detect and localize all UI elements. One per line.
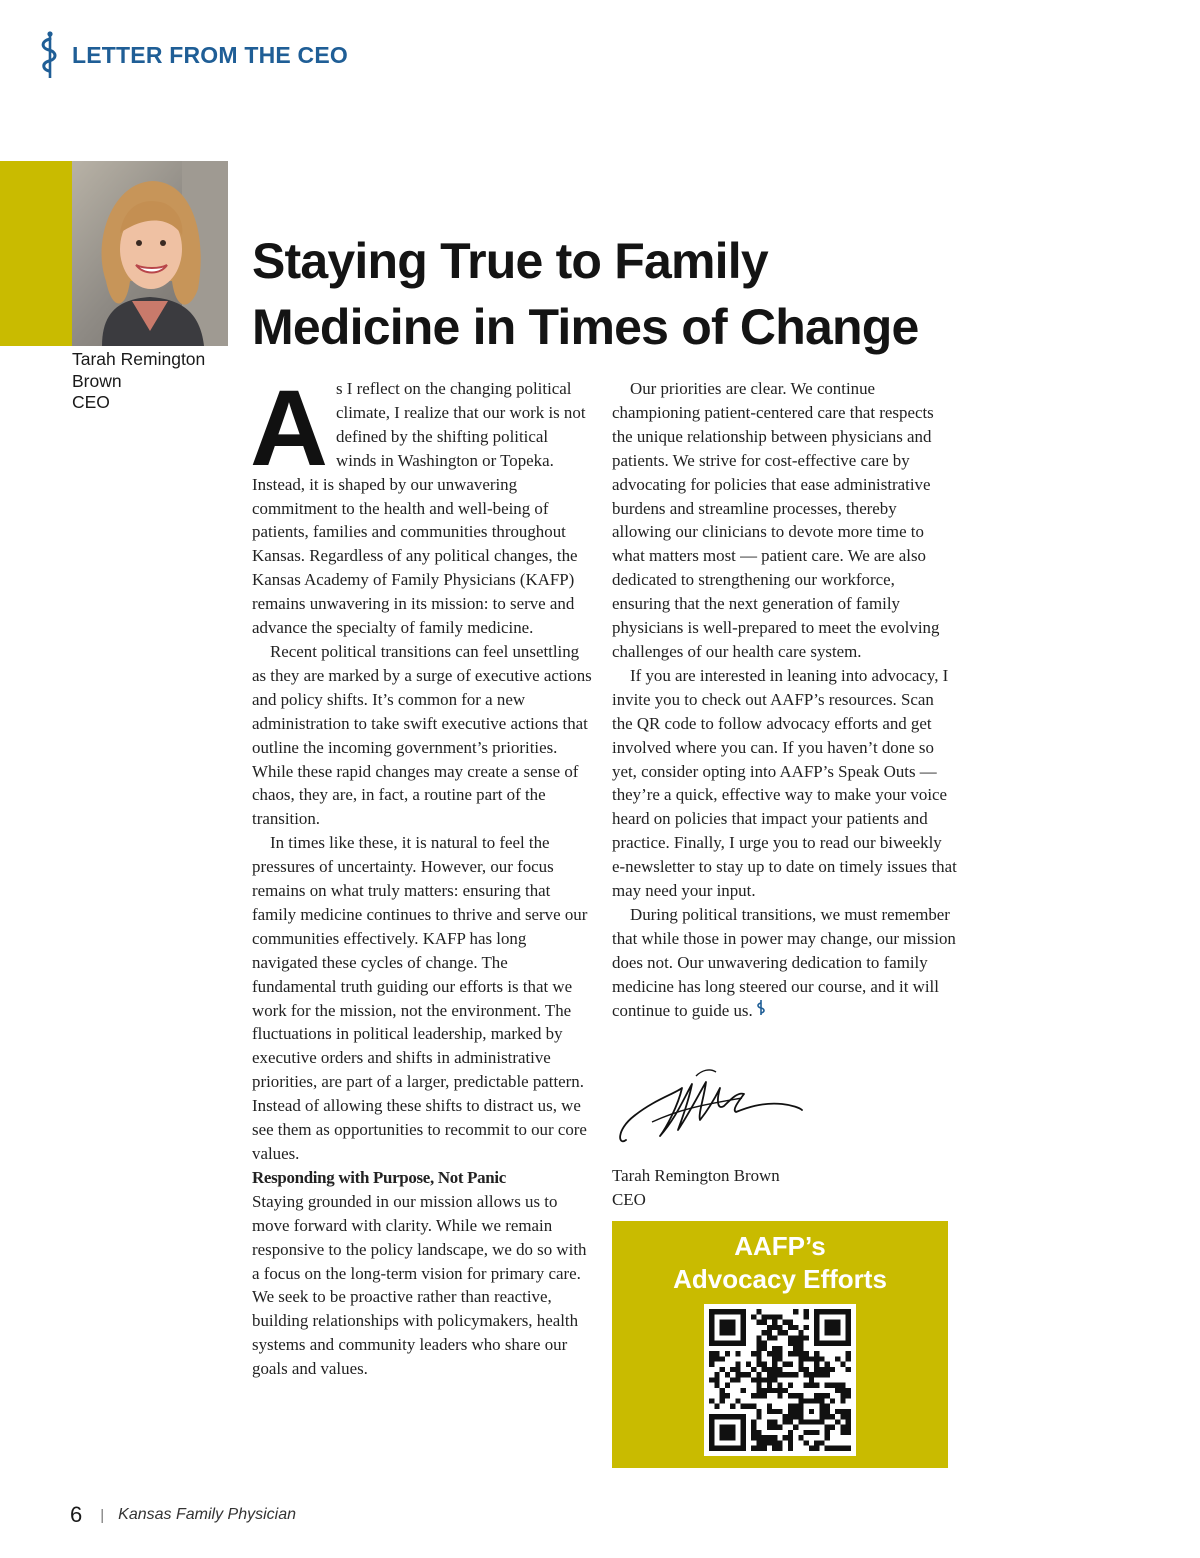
signoff-name: Tarah Remington Brown: [612, 1166, 780, 1185]
right-paragraph-1: Our priorities are clear. We continue championing patient-centered care that respects the unique relationship between physicians and patients. We strive for cost-effective care by advocating for policies that ease administrative burdens and streamline processes, thereby allowing our clinicians to devote more time to what matters most — patient care. We are also dedicated to strengthening our workforce, ensuring that the next generation of family physicians is well-prepared to meet the evolving challenges of our health care system.: [612, 379, 940, 661]
author-caption: [72, 349, 232, 414]
page-footer: [70, 1502, 296, 1528]
article-title: [252, 228, 972, 360]
promo-title: [612, 1230, 948, 1296]
signature-image: [612, 1058, 812, 1153]
left-paragraph-4: Staying grounded in our mission allows us to move forward with clarity. While we remain responsive to the policy landscape, we do so with a focus on the long-term vision for primary care. We seek to be proactive rather than reactive, building relationships with policymakers, health systems and community leaders who share our goals and values.: [252, 1191, 587, 1379]
caption-role: CEO: [72, 392, 110, 412]
section-label: LETTER FROM THE CEO: [72, 41, 348, 68]
caption-name-line2: Brown: [72, 370, 122, 391]
left-column: [250, 367, 592, 1381]
end-mark-icon: [757, 999, 765, 1016]
right-paragraph-3-text: During political transitions, we must remember that while those in power may change, our mission does not. Our unwavering dedication to family medicine has long steered our course, and it will continue to guide us.: [612, 904, 956, 1020]
right-paragraph-3: [612, 903, 957, 1023]
caption-name-line1: Tarah Remington: [72, 349, 206, 369]
author-photo: [72, 161, 228, 346]
signoff-role: CEO: [612, 1190, 646, 1209]
publication-name: Kansas Family Physician: [118, 1506, 296, 1523]
footer-separator: |: [100, 1506, 105, 1524]
caduceus-icon: [38, 30, 60, 80]
left-paragraph-2: Recent political transitions can feel unsettling as they are marked by a surge of executive actions and policy shifts. It’s common for a new administration to take swift executive actions that outline the incoming government’s priorities. While these rapid changes may create a sense of chaos, they are, in fact, a routine part of the transition.: [252, 641, 592, 829]
title-line1: Staying True to Family: [252, 233, 768, 289]
left-paragraph-3: In times like these, it is natural to feel the pressures of uncertainty. However, our focus remains on what truly matters: ensuring that family medicine continues to thrive and serve our communities effectively. KAFP has long navigated these cycles of change. The fundamental truth guiding our efforts is that we work for the mission, not the environment. The fluctuations in political leadership, marked by executive orders and shifts in administrative priorities, are part of a larger, predictable pattern. Instead of allowing these shifts to distract us, we see them as opportunities to recommit to our core values.: [252, 833, 588, 1163]
left-paragraph-1: [250, 367, 592, 640]
section-header: [38, 30, 348, 80]
right-paragraph-2: If you are interested in leaning into advocacy, I invite you to check out AAFP’s resources. Scan the QR code to follow advocacy efforts and get involved where you can. If you haven’t done so yet, consider opting into AAFP’s Speak Outs — they’re a quick, effective way to make your voice heard on policies that impact your patients and practice. Finally, I urge you to read our biweekly e-newsletter to stay up to date on timely issues that may need your input.: [612, 665, 957, 901]
advocacy-promo-box[interactable]: [612, 1221, 948, 1468]
subheading: Responding with Purpose, Not Panic: [252, 1167, 506, 1187]
promo-title-line1: AAFP’s: [734, 1231, 826, 1261]
right-column: [612, 377, 957, 1022]
page-number: 6: [70, 1502, 83, 1527]
drop-cap: A: [250, 367, 328, 488]
promo-title-line2: Advocacy Efforts: [673, 1264, 887, 1294]
left-paragraph-1-text: s I reflect on the changing political climate, I realize that our work is not defined by the shifting political winds in Washington or Topeka. Instead, it is shaped by our unwavering commitment to the health and well-being of patients, families and communities throughout Kansas. Regardless of any political changes, the Kansas Academy of Family Physicians (KAFP) remains unwavering in its mission: to serve and advance the specialty of family medicine.: [252, 379, 586, 638]
title-line2: Medicine in Times of Change: [252, 299, 919, 355]
signoff: [612, 1164, 780, 1212]
qr-code-icon[interactable]: [704, 1304, 856, 1456]
